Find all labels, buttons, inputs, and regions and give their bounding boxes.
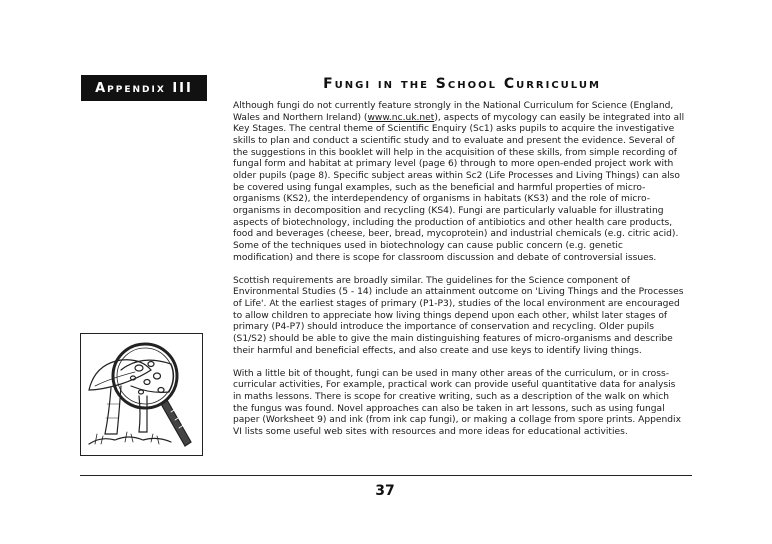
page-title: Fungi in the School Curriculum [323,76,601,92]
mushroom-magnifier-illustration [80,333,203,456]
paragraph-3: With a little bit of thought, fungi can be used in many other areas of the curriculum, or in cross-curricular activities, For example, practical work can provide useful quantitative data for analysis in maths lessons. There is scope for creative writing, such as a description of the walk on which the fungus was found. Novel approaches can also be taken in art lessons, such as using fungal paper (Worksheet 9) and ink (from ink cap fungi), or making a collage from spore prints. Appendix VI lists some useful web sites with resources and more ideas for educational activities. [233,368,681,438]
body-text [233,101,685,450]
p1-text-after: ), aspects of mycology can easily be integrated into all Key Stages. The central theme of Scientific Enquiry (Sc1) asks pupils to acquire the investigative skills to plan and conduct a scientific study and to evaluate and present the evidence. Several of the suggestions in this booklet will help in the acquisition of these skills, from simple recording of fungal form and habitat at primary level (page 6) through to more open-ended project work with older pupils (page 8). Specific subject areas within Sc2 (Life Processes and Living Things) can also be covered using fungal examples, such as the beneficial and harmful properties of micro-organisms (KS2), the interdependency of organisms in habitats (KS3) and the role of micro-organisms in decomposition and recycling (KS4). Fungi are particularly valuable for illustrating aspects of biotechnology, including the production of antibiotics and other health care products, food and beverages (cheese, beer, bread, mycoprotein) and industrial chemicals (e.g. citric acid). Some of the techniques used in biotechnology can cause public concern (e.g. genetic modification) and there is scope for classroom discussion and debate of controversial issues. [233,112,685,263]
paragraph-2: Scottish requirements are broadly similar. The guidelines for the Science component of Environmental Studies (5 - 14) include an attainment outcome on 'Living Things and the Processes of Life'. At the earliest stages of primary (P1-P3), studies of the local environment are encouraged to allow children to appreciate how living things depend upon each other, whilst later stages of primary (P4-P7) should introduce the importance of conservation and recycling. Older pupils (S1/S2) should be able to give the main distinguishing features of micro-organisms and describe their harmful and beneficial effects, and also create and use keys to identify living things. [233,275,684,356]
appendix-label: Appendix III [81,75,207,101]
footer-divider [80,475,692,476]
paragraph-1 [233,101,685,264]
mushroom-magnifier-sketch-icon [81,334,201,454]
nc-website-link[interactable]: www.nc.uk.net [367,112,435,123]
p1-text-before: Although fungi do not currently feature strongly in the National Curriculum for Science (England, Wales and Northern Ireland) ( [233,101,674,123]
page-number: 37 [375,483,395,499]
